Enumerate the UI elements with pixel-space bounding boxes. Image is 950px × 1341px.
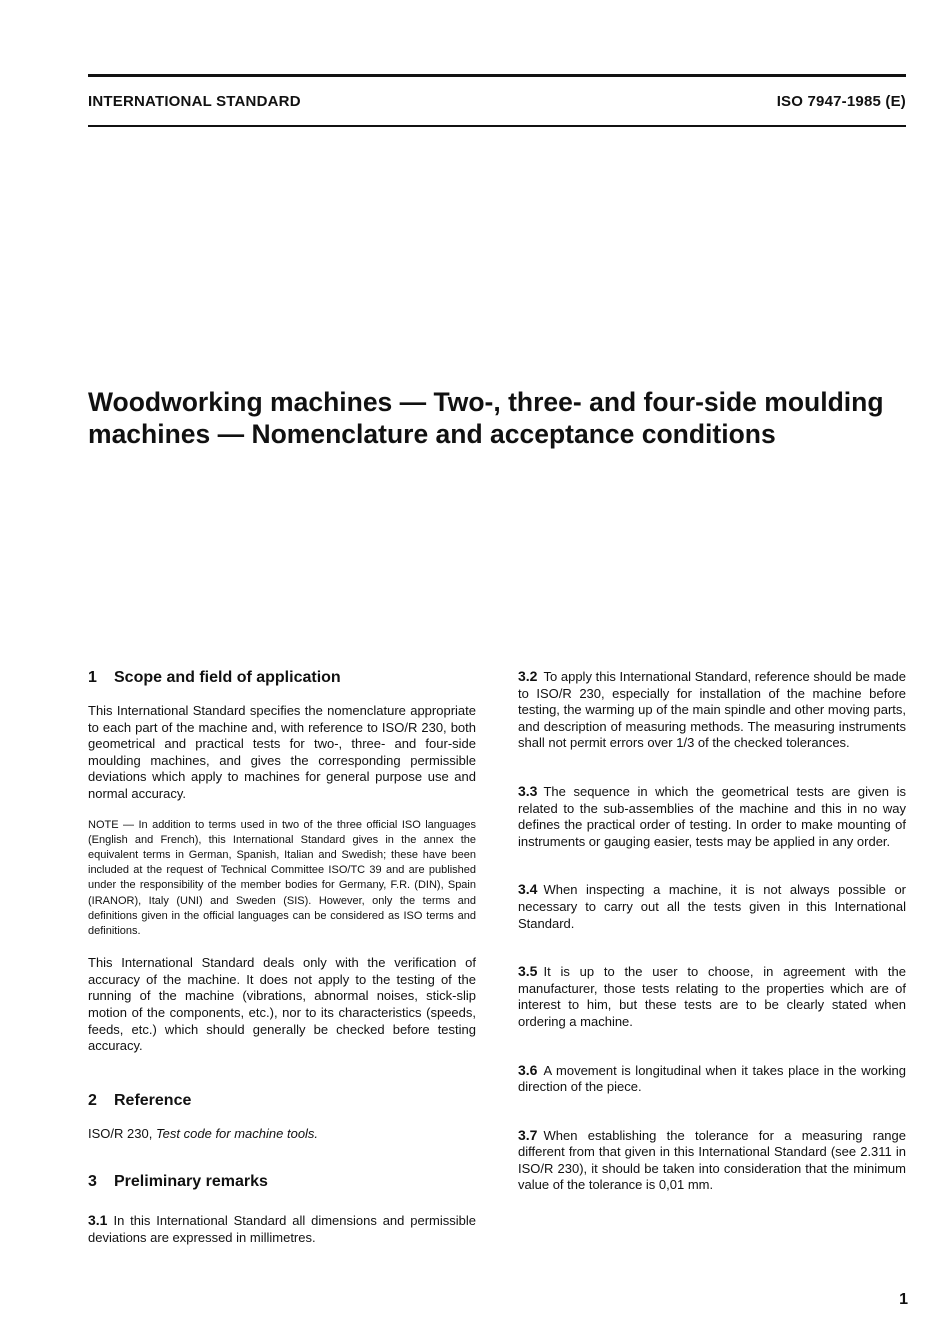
- reference-title: Test code for machine tools.: [155, 1125, 319, 1141]
- clause-3-3: [518, 783, 906, 850]
- reference-entry: [88, 1126, 476, 1143]
- clause-3-1: [88, 1212, 476, 1246]
- section-2-title: Reference: [114, 1091, 192, 1109]
- clause-3-3-number: 3.3: [518, 782, 538, 799]
- reference-code: ISO/R 230,: [88, 1125, 153, 1141]
- header-bottom-rule: [88, 125, 906, 127]
- clause-3-7-number: 3.7: [518, 1126, 538, 1143]
- clause-3-2: [518, 668, 906, 752]
- clause-3-7: [518, 1127, 906, 1194]
- clause-3-5-number: 3.5: [518, 963, 538, 980]
- page-number: 1: [899, 1291, 908, 1308]
- section-3-number: 3: [88, 1173, 97, 1191]
- header-top-rule: [88, 74, 906, 77]
- section-3-heading: [88, 1172, 476, 1192]
- section-1-title: Scope and field of application: [114, 669, 341, 686]
- standard-number: ISO 7947-1985 (E): [776, 93, 906, 110]
- clause-3-4: [518, 881, 906, 932]
- clause-3-1-number: 3.1: [88, 1212, 108, 1229]
- section-1-paragraph-1: This International Standard specifies the nomenclature appropriate to each part of the machine and, with reference to ISO/R 230, both geometrical and practical tests for two-, three- and four-side moulding machines, and gives the corresponding permissible deviations which apply to machines for general purpose use and normal accuracy.: [88, 703, 476, 801]
- left-column: [88, 668, 476, 1247]
- clause-3-5-text: It is up to the user to choose, in agreement with the manufacturer, those tests relating to the properties which are of interest to him, but these tests are to be clearly stated when ordering a machine.: [518, 964, 906, 1029]
- section-1-heading: [88, 668, 476, 688]
- section-3-title: Preliminary remarks: [114, 1173, 268, 1191]
- clause-3-3-text: The sequence in which the geometrical tests are given is related to the sub-assemblies of the machine and this in no way defines the practical order of testing. In order to make mounting of instruments or gauging easier, tests may be applied in any order.: [518, 783, 906, 849]
- section-1-paragraph-2: This International Standard deals only with the verification of accuracy of the machine. It does not apply to the testing of the running of the machine (vibrations, abnormal noises, stick-slip motion of the components, etc.), nor to its characteristics (speeds, feeds, etc.) which should generally be checked before testing accuracy.: [88, 955, 476, 1054]
- clause-3-7-text: When establishing the tolerance for a measuring range different from that given in this International Standard (see 2.311 in ISO/R 230), it should be taken into consideration that the minimum value of the tolerance is 0,01 mm.: [518, 1127, 906, 1193]
- clause-3-6: [518, 1062, 906, 1096]
- clause-3-5: [518, 963, 906, 1030]
- clause-3-1-text: In this International Standard all dimensions and permissible deviations are expressed in millimetres.: [88, 1213, 476, 1245]
- clause-3-6-text: A movement is longitudinal when it takes place in the working direction of the piece.: [518, 1062, 906, 1095]
- clause-3-4-number: 3.4: [518, 881, 538, 898]
- section-1-number: 1: [88, 669, 97, 686]
- section-1-note: NOTE — In addition to terms used in two of the three official ISO languages (English and French), this International Standard gives in the annex the equivalent terms in German, Spanish, Italian and Swedish; these have been included at the request of Technical Committee ISO/TC 39 and are published under the responsibility of the member bodies for Germany, F.R. (DIN), Spain (IRANOR), Italy (UNI) and Sweden (SIS). However, only the terms and definitions given in the official languages can be considered as ISO terms and definitions.: [88, 818, 476, 937]
- document-title: Woodworking machines — Two-, three- and four-side moulding machines — Nomenclature and acceptance conditions: [88, 387, 884, 449]
- standard-type-label: INTERNATIONAL STANDARD: [88, 93, 301, 110]
- clause-3-4-text: When inspecting a machine, it is not always possible or necessary to carry out all the tests given in this International Standard.: [518, 882, 906, 931]
- section-2-number: 2: [88, 1091, 97, 1109]
- right-column: [518, 668, 906, 1194]
- clause-3-2-text: To apply this International Standard, reference should be made to ISO/R 230, especially for installation of the machine before testing, the warming up of the main spindle and other moving parts, and description of measuring methods. The measuring instruments shall not permit errors over 1/3 of the checked tolerances.: [518, 669, 906, 751]
- clause-3-6-number: 3.6: [518, 1061, 538, 1078]
- section-2-heading: [88, 1091, 476, 1111]
- clause-3-2-number: 3.2: [518, 668, 538, 684]
